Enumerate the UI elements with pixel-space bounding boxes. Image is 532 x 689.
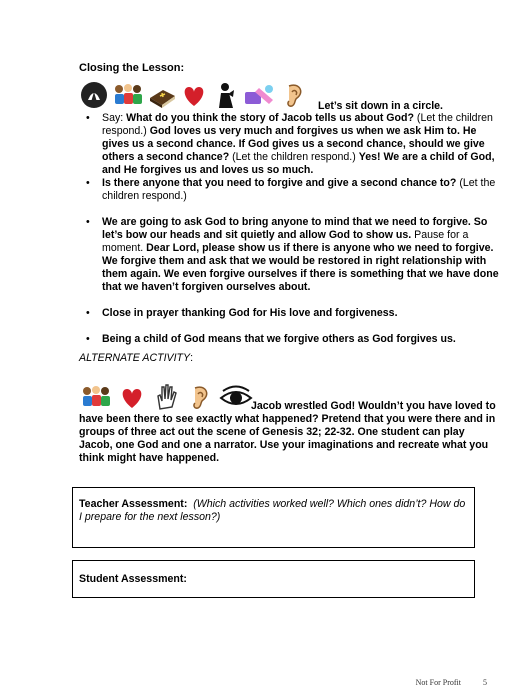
crafts-icon (243, 80, 277, 110)
list-item (79, 216, 499, 294)
bullet-text-segment: God loves us very much and forgives us when we ask Him to. He gives us a second chance. If God gives us a second chance, should we give others a second chance? (102, 125, 485, 163)
bullet-text-segment: (Let the children respond.) (229, 151, 359, 163)
teacher-assessment-hint: (Which activities worked well? Which ones didn’t? How do I prepare for the next lesson?) (79, 498, 466, 523)
closing-heading: Closing the Lesson: (79, 62, 185, 74)
teacher-assessment-label: Teacher Assessment: (79, 498, 188, 510)
bullet-text-segment: (Let the children respond.) (102, 177, 496, 202)
list-item (79, 333, 499, 346)
children-group-icon (111, 80, 145, 110)
bullet-spacer (79, 294, 499, 307)
bullet-text-segment: Say: (102, 112, 127, 124)
list-item (79, 177, 499, 203)
ear-icon (279, 80, 309, 110)
list-item (79, 112, 499, 177)
closing-icon-row (79, 76, 309, 110)
bullet-spacer (79, 320, 499, 333)
heart-icon (179, 80, 209, 110)
page-number: 5 (483, 678, 487, 687)
student-assessment-box[interactable] (72, 560, 475, 598)
student-assessment-label: Student Assessment: (79, 573, 187, 585)
bible-icon (147, 80, 177, 110)
page-footer (416, 676, 487, 689)
bullet-text-segment: Is there anyone that you need to forgive and give a second chance to? (102, 177, 457, 189)
bullet-text-segment: What do you think the story of Jacob tells us about God? (126, 112, 414, 124)
bullet-text-segment: Dear Lord, please show us if there is anyone who we need to forgive. We forgive them and ask that we would be restored in right relationship with them again. We even forgive ourselves if there is something that we have done that we haven’t forgiven ourselves about. (102, 242, 499, 293)
bullet-text-segment: We are going to ask God to bring anyone to mind that we need to forgive. So let’s bow our heads and sit quietly and allow God to show us. (102, 216, 488, 241)
footer-text: Not For Profit (415, 678, 461, 687)
list-item (79, 307, 499, 320)
bullet-spacer (79, 203, 499, 216)
bullet-text-segment: Pause for a moment. (102, 229, 469, 254)
closing-lead-text: Let’s sit down in a circle. (318, 100, 443, 112)
alternate-activity-text: Jacob wrestled God! Wouldn’t you have loved to have been there to see exactly what happened? Pretend that you were there and in groups of three act out the scene of Genesis 32; 22-32. One student can play Jacob, one God and one a narrator. Use your imaginations and recreate what you think might have happened. (79, 400, 496, 464)
closing-bullet-list (79, 112, 499, 346)
teacher-assessment-box[interactable] (72, 487, 475, 548)
praying-head-icon (79, 80, 109, 110)
bullet-text-segment: Yes! We are a child of God, and He forgives us and loves us so much. (102, 151, 495, 176)
bullet-text-segment: (Let the children respond.) (102, 112, 493, 137)
praying-figure-icon (211, 80, 241, 110)
bullet-text-segment: Being a child of God means that we forgive others as God forgives us. (102, 333, 456, 345)
alternate-activity-label: ALTERNATE ACTIVITY: (79, 352, 194, 364)
bullet-text-segment: Close in prayer thanking God for His love and forgiveness. (102, 307, 398, 319)
